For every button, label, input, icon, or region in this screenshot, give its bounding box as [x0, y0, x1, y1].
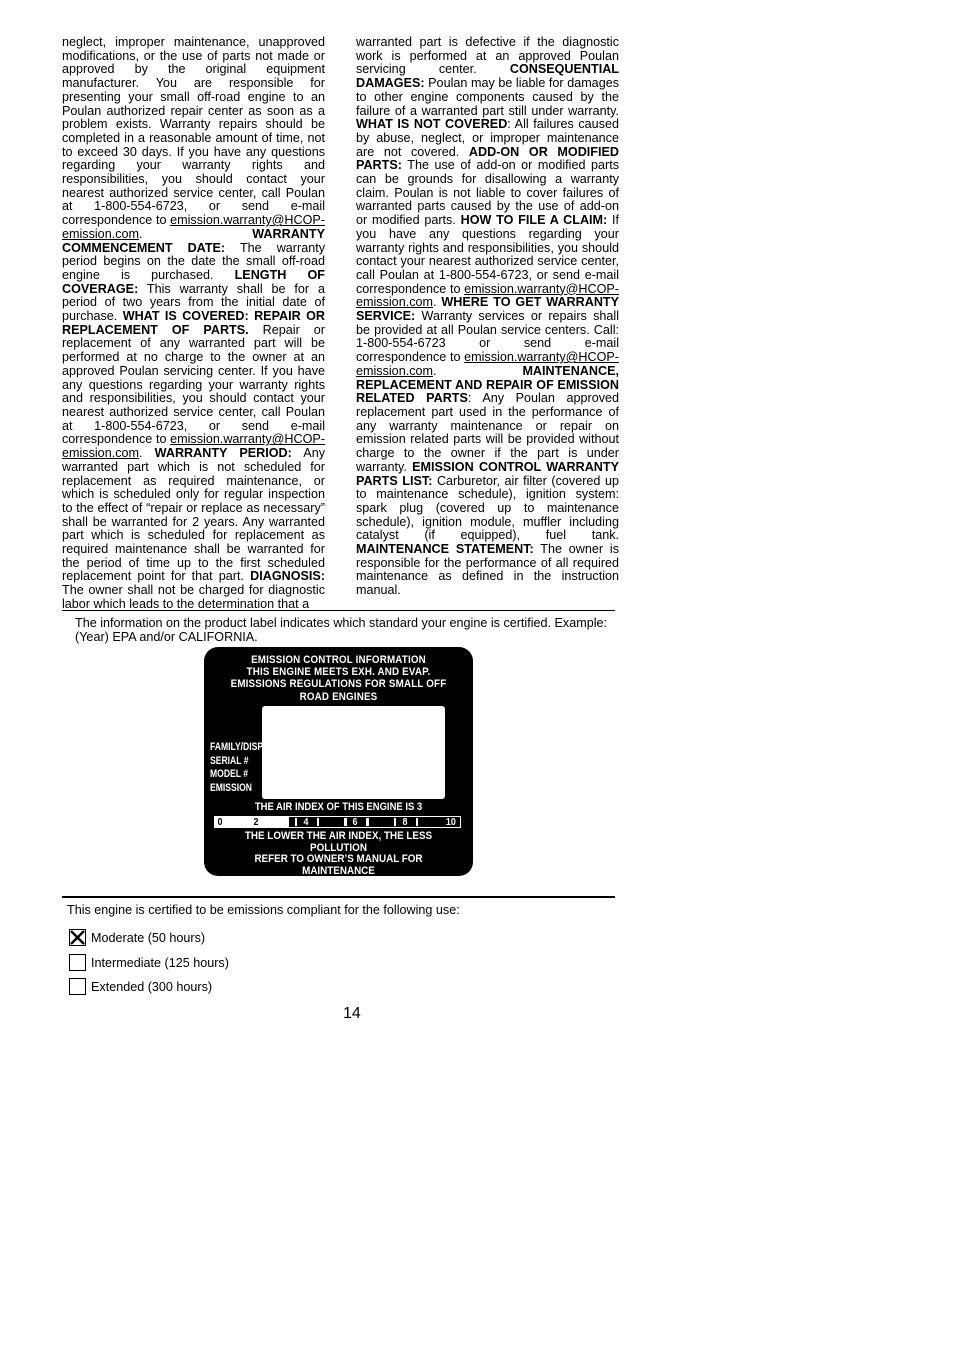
label-fields: [210, 741, 264, 795]
checkbox[interactable]: [69, 978, 86, 995]
bold-heading: MAINTENANCE, REPLACEMENT AND REPAIR OF EMISSION RELATED PARTS: [356, 363, 619, 406]
page-number: 14: [343, 1005, 361, 1022]
bold-heading: MAINTENANCE STATEMENT:: [356, 542, 534, 557]
label-footer: [220, 831, 457, 889]
bold-heading: WHAT IS COVERED: REPAIR OR REPLACEMENT OF PARTS.: [62, 309, 325, 337]
section-divider: [62, 896, 615, 898]
checkbox[interactable]: [69, 954, 86, 971]
body-text: If you have any questions regarding your warranty rights and responsibilities, you should contact your nearest authorized service center, call Poulan at 1-800-554-6723, or send e-mail correspondence to: [356, 213, 620, 296]
label-title-line: THIS ENGINE MEETS EXH. AND EVAP.: [246, 666, 431, 679]
bold-heading: DIAGNOSIS:: [250, 569, 325, 584]
bold-heading: HOW TO FILE A CLAIM:: [460, 213, 608, 228]
body-text: Any warranted part which is not scheduled for replacement as required maintenance, or which is scheduled only for regular inspection to the effect of “repair or replace as necessary” shall be warranted for 2 years. Any warranted part which is scheduled for replacement as required maintenance shall be warranted for the period of time up to the first scheduled replacement point for that part.: [62, 446, 325, 584]
air-index-tick-mark: [295, 818, 298, 826]
body-text: Poulan may be liable for damages to other engine components caused by the failure of a warranted part still under warranty.: [356, 76, 619, 118]
section-divider: [62, 610, 615, 611]
label-field-serial: SERIAL #: [210, 754, 249, 767]
air-index-tick-mark: [366, 818, 369, 826]
body-text: Warranty services or repairs shall be provided at all Poulan service centers. Call: 1-800-554-6723 or send e-mail correspondence to: [356, 309, 619, 365]
body-text: .: [432, 363, 523, 378]
body-text: neglect, improper maintenance, unapproved modifications, or the use of parts not made or approved by the original equipment manufacturer. You are responsible for presenting your small off-road engine to an Poulan authorized repair center as soon as a problem exists. Warranty repairs should be completed in a reasonable amount of time, not to exceed 30 days. If you have any questions regarding your warranty rights and responsibilities, you should contact your nearest authorized service center, call Poulan at 1-800-554-6723, or send e-mail correspondence to: [62, 35, 325, 228]
body-text: .: [138, 446, 155, 461]
body-text: : Any Poulan approved replacement part used in the performance of any warranty maintenance or repair on emission related parts will be provided without charge to the owner if the part is under warranty.: [356, 391, 619, 474]
air-index-tick-label: 0: [217, 816, 223, 828]
body-text: The use of add-on or modified parts can be grounds for disallowing a warranty claim. Poulan is not liable to cover failures of warranted parts caused by the use of add-on or modified parts.: [356, 158, 619, 228]
label-field-family: FAMILY/DISP.: [210, 741, 265, 753]
email-address: emission.warranty@HCOP-emission.com: [356, 350, 619, 378]
label-footer-line: THE LOWER THE AIR INDEX, THE LESS POLLUTION: [244, 830, 433, 854]
label-footer-line: REFER TO OWNER’S MANUAL FOR MAINTENANCE: [254, 853, 423, 877]
body-text: Repair or replacement of any warranted part will be performed at no charge to the owner at an approved Poulan servicing center. If you have any questions regarding your warranty rights and responsibilities, you should contact your nearest authorized service center, call Poulan at 1-800-554-6723, or send e-mail correspondence to: [62, 322, 326, 447]
checkbox[interactable]: [69, 929, 86, 946]
body-text: .: [432, 295, 442, 310]
label-title-line: EMISSIONS REGULATIONS FOR SMALL OFF: [230, 678, 447, 691]
product-label-info-text: The information on the product label indicates which standard your engine is certified. Example: (Year) EPA and/or CALIFORNIA.: [75, 616, 608, 644]
email-address: emission.warranty@HCOP-emission.com: [356, 281, 619, 310]
body-text: The owner is responsible for the performance of all required maintenance as defined in the instruction manual.: [356, 542, 619, 598]
bold-heading: WHERE TO GET WARRANTY SERVICE:: [356, 295, 620, 324]
bold-heading: ADD-ON OR MODIFIED PARTS:: [356, 144, 619, 173]
air-index-tick-mark: [344, 818, 347, 826]
label-title-line: ROAD ENGINES: [299, 690, 378, 703]
air-index-scale: [214, 816, 461, 828]
label-field-emission: EMISSION: [210, 781, 252, 794]
bold-heading: CONSEQUENTIAL DAMAGES:: [356, 62, 619, 91]
usage-option-label: Moderate (50 hours): [91, 931, 206, 945]
air-index-text: THE AIR INDEX OF THIS ENGINE IS 3: [254, 801, 423, 813]
usage-option-label: Intermediate (125 hours): [91, 956, 229, 970]
body-text: .: [138, 226, 253, 241]
email-address: emission.warranty@HCOP-emission.com: [62, 432, 325, 461]
label-blank-info-box: [262, 706, 445, 799]
air-index-tick-mark: [416, 818, 419, 826]
bold-heading: WARRANTY COMMENCEMENT DATE:: [62, 226, 325, 255]
body-text: warranted part is defective if the diagnostic work is performed at an approved Poulan servicing center.: [356, 35, 619, 77]
air-index-tick-label: 2: [253, 816, 259, 828]
body-text: This warranty shall be for a period of two years from the initial date of purchase.: [62, 281, 325, 324]
bold-heading: LENGTH OF COVERAGE:: [62, 267, 325, 296]
warranty-text-right-column: [356, 36, 619, 598]
air-index-tick-label: 4: [303, 816, 309, 828]
label-footer-line: SPECIFICATIONS AND ADJUSTMENTS.: [246, 876, 431, 889]
body-text: : All failures caused by abuse, neglect, or improper maintenance are not covered.: [356, 117, 619, 159]
label-field-model: MODEL #: [210, 768, 248, 780]
email-address: emission.warranty@HCOP-emission.com: [62, 213, 325, 241]
certification-text: This engine is certified to be emissions compliant for the following use:: [67, 903, 460, 917]
air-index-tick-label: 6: [352, 816, 358, 828]
bold-heading: EMISSION CONTROL WARRANTY PARTS LIST:: [356, 459, 619, 488]
usage-option-label: Extended (300 hours): [91, 980, 213, 994]
bold-heading: WHAT IS NOT COVERED: [356, 117, 508, 132]
air-index-tick-label: 10: [445, 816, 456, 828]
bold-heading: WARRANTY PERIOD:: [154, 446, 292, 461]
checkmark-x-icon: [70, 930, 85, 945]
body-text: The owner shall not be charged for diagnostic labor which leads to the determination that a: [62, 583, 325, 611]
emission-control-label: [204, 647, 473, 889]
body-text: The warranty period begins on the date the small off-road engine is purchased.: [62, 240, 325, 282]
air-index-tick-label: 8: [402, 816, 407, 828]
warranty-text-left-column: [62, 36, 325, 612]
body-text: Carburetor, air filter (covered up to maintenance schedule), ignition system: spark plug (covered up to maintenance schedule), ignition module, muffler including catalyst (if equipped), fuel tank.: [356, 473, 619, 543]
label-title: [223, 654, 454, 703]
air-index-tick-mark: [317, 818, 320, 826]
label-title-line: EMISSION CONTROL INFORMATION: [251, 654, 426, 666]
air-index-tick-mark: [394, 818, 397, 826]
